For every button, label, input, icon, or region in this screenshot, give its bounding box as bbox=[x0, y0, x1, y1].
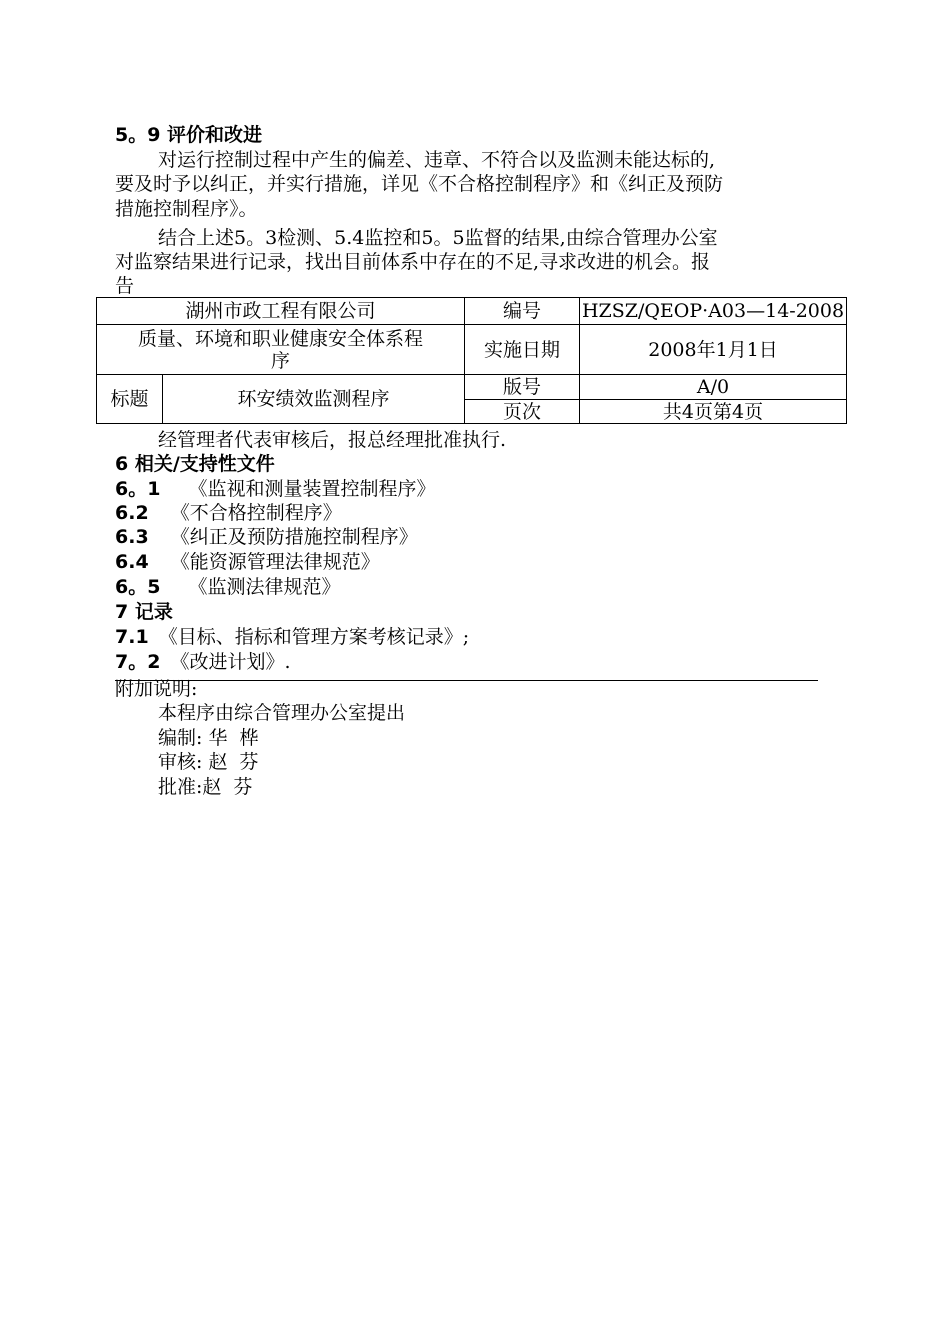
paragraph-line: 措施控制程序》。 bbox=[115, 198, 258, 220]
item-number: 6。1 bbox=[115, 478, 161, 500]
paragraph-line: 要及时予以纠正，并实行措施，详见《不合格控制程序》和《纠正及预防 bbox=[115, 173, 724, 195]
system-name-line: 序 bbox=[271, 349, 291, 372]
paragraph-line: 结合上述5。3检测、5.4监控和5。5监督的结果,由综合管理办公室 bbox=[158, 227, 718, 249]
item-number: 7。2 bbox=[115, 651, 161, 673]
section-6-heading: 6 相关/支持性文件 bbox=[115, 453, 275, 475]
date-label: 实施日期 bbox=[465, 325, 580, 375]
horizontal-rule bbox=[115, 680, 818, 681]
item-text: 《目标、指标和管理方案考核记录》; bbox=[158, 626, 470, 648]
version-label: 版号 bbox=[465, 375, 580, 400]
item-number: 6.2 bbox=[115, 502, 149, 524]
list-item bbox=[115, 525, 418, 549]
paragraph-line: 对监察结果进行记录，找出目前体系中存在的不足,寻求改进的机会。报 bbox=[115, 251, 711, 273]
approval-line: 经管理者代表审核后，报总经理批准执行. bbox=[158, 429, 507, 451]
item-number: 6.3 bbox=[115, 526, 149, 548]
section-7-heading: 7 记录 bbox=[115, 601, 173, 623]
appendix-line: 本程序由综合管理办公室提出 bbox=[158, 702, 406, 724]
item-number: 6。5 bbox=[115, 576, 161, 598]
appendix-label: 附加说明: bbox=[115, 678, 198, 700]
item-number: 7.1 bbox=[115, 626, 149, 648]
list-item bbox=[115, 477, 436, 501]
list-item bbox=[115, 650, 291, 674]
appendix-line: 编制: 华 桦 bbox=[158, 727, 259, 749]
paragraph-line: 告 bbox=[115, 275, 135, 297]
list-item bbox=[115, 501, 342, 525]
appendix-line: 批准:赵 芬 bbox=[158, 776, 253, 798]
section-5-9-heading: 5。9 评价和改进 bbox=[115, 124, 263, 146]
item-text: 《改进计划》. bbox=[170, 651, 291, 673]
title-label: 标题 bbox=[97, 375, 163, 424]
number-label: 编号 bbox=[465, 298, 580, 325]
page-value: 共4页第4页 bbox=[580, 400, 847, 424]
item-text: 《监视和测量装置控制程序》 bbox=[188, 478, 436, 500]
list-item bbox=[115, 575, 341, 599]
item-text: 《纠正及预防措施控制程序》 bbox=[170, 526, 418, 548]
item-number: 6.4 bbox=[115, 551, 149, 573]
company-name: 湖州市政工程有限公司 bbox=[97, 298, 465, 325]
paragraph-line: 对运行控制过程中产生的偏差、违章、不符合以及监测未能达标的, bbox=[158, 149, 716, 171]
document-number: HZSZ/QEOP·A03—14-2008 bbox=[580, 298, 847, 325]
document-title: 环安绩效监测程序 bbox=[163, 375, 465, 424]
item-text: 《能资源管理法律规范》 bbox=[170, 551, 380, 573]
page-label: 页次 bbox=[465, 400, 580, 424]
version-value: A/0 bbox=[580, 375, 847, 400]
appendix-line: 审核: 赵 芬 bbox=[158, 751, 259, 773]
implementation-date: 2008年1月1日 bbox=[580, 325, 847, 375]
item-text: 《监测法律规范》 bbox=[188, 576, 341, 598]
item-text: 《不合格控制程序》 bbox=[170, 502, 342, 524]
system-name-line: 质量、环境和职业健康安全体系程 bbox=[138, 327, 424, 350]
list-item bbox=[115, 550, 380, 574]
list-item bbox=[115, 625, 469, 649]
document-header-table bbox=[96, 297, 847, 424]
system-name bbox=[97, 325, 465, 375]
